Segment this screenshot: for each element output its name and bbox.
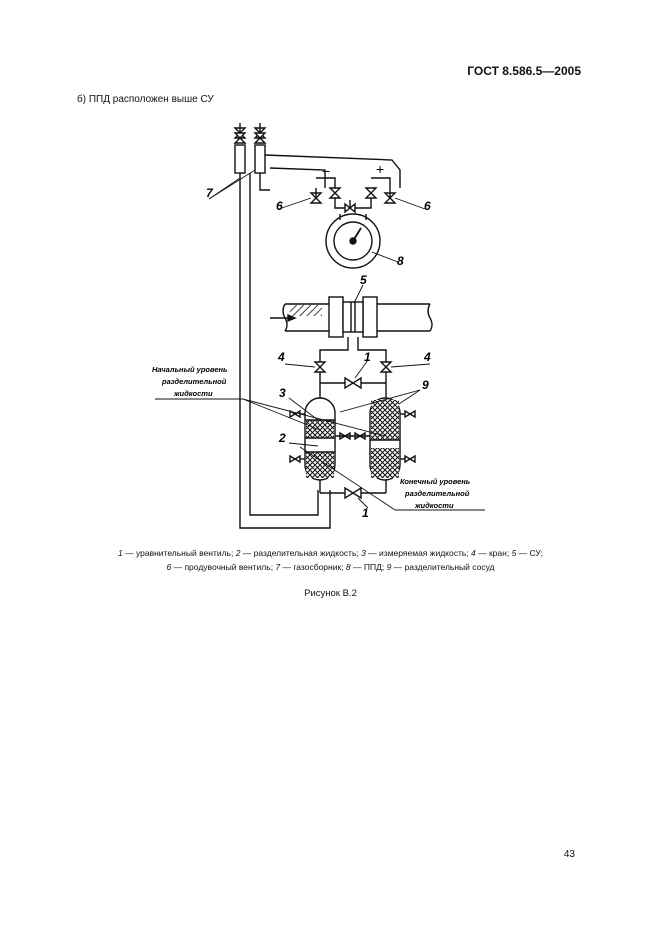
- gas-collector-left: [235, 145, 245, 173]
- label-4-left: 4: [278, 350, 285, 364]
- svg-text:разделительной: разделительной: [405, 489, 470, 498]
- minus-sign: −: [322, 163, 331, 179]
- valve-4-right: [381, 362, 391, 372]
- plus-sign: +: [376, 161, 385, 177]
- label-2: 2: [279, 431, 286, 445]
- purge-valve-top-left: [235, 123, 245, 143]
- separating-vessel-right: [370, 398, 400, 480]
- valve-4-left: [315, 362, 325, 372]
- orifice-device: [329, 297, 377, 337]
- label-7: 7: [206, 186, 213, 200]
- legend-line-1: 1 — уравнительный вентиль; 2 — разделительная жидкость; 3 — измеряемая жидкость; 4 — кран; 5 — СУ;: [118, 548, 543, 558]
- document-header: ГОСТ 8.586.5—2005: [467, 64, 581, 78]
- legend-line-2: 6 — продувочный вентиль; 7 — газосборник; 8 — ППД; 9 — разделительный сосуд: [166, 562, 495, 572]
- svg-text:разделительной: разделительной: [162, 377, 227, 386]
- label-4-right: 4: [424, 350, 431, 364]
- drain-valve-r1: [405, 411, 415, 417]
- purge-valve-top-right: [255, 123, 265, 143]
- label-1-lower: 1: [362, 506, 369, 520]
- label-9: 9: [422, 378, 429, 392]
- page-number: 43: [563, 849, 575, 860]
- label-1-upper: 1: [364, 350, 371, 364]
- note-start-level: [152, 365, 228, 398]
- label-6-right: 6: [424, 199, 431, 213]
- label-8: 8: [397, 254, 404, 268]
- figure-title: Рисунок В.2: [304, 588, 357, 599]
- valve-manifold-2: [366, 188, 376, 198]
- svg-text:Начальный уровень: Начальный уровень: [152, 365, 228, 374]
- svg-text:жидкости: жидкости: [415, 501, 454, 510]
- equalizing-valve-upper: [345, 378, 361, 388]
- figure-subtitle: б) ППД расположен выше СУ: [77, 94, 214, 105]
- equalizing-valve-lower: [345, 488, 361, 498]
- note-end-level: [400, 477, 471, 510]
- drain-valve-r2: [405, 456, 415, 462]
- svg-text:жидкости: жидкости: [174, 389, 213, 398]
- label-6-left: 6: [276, 199, 283, 213]
- valve-manifold-1: [330, 188, 340, 198]
- label-3: 3: [279, 386, 286, 400]
- label-5: 5: [360, 273, 367, 287]
- gas-collector-right: [255, 145, 265, 173]
- svg-text:Конечный уровень: Конечный уровень: [400, 477, 471, 486]
- drain-valve-l2: [290, 456, 300, 462]
